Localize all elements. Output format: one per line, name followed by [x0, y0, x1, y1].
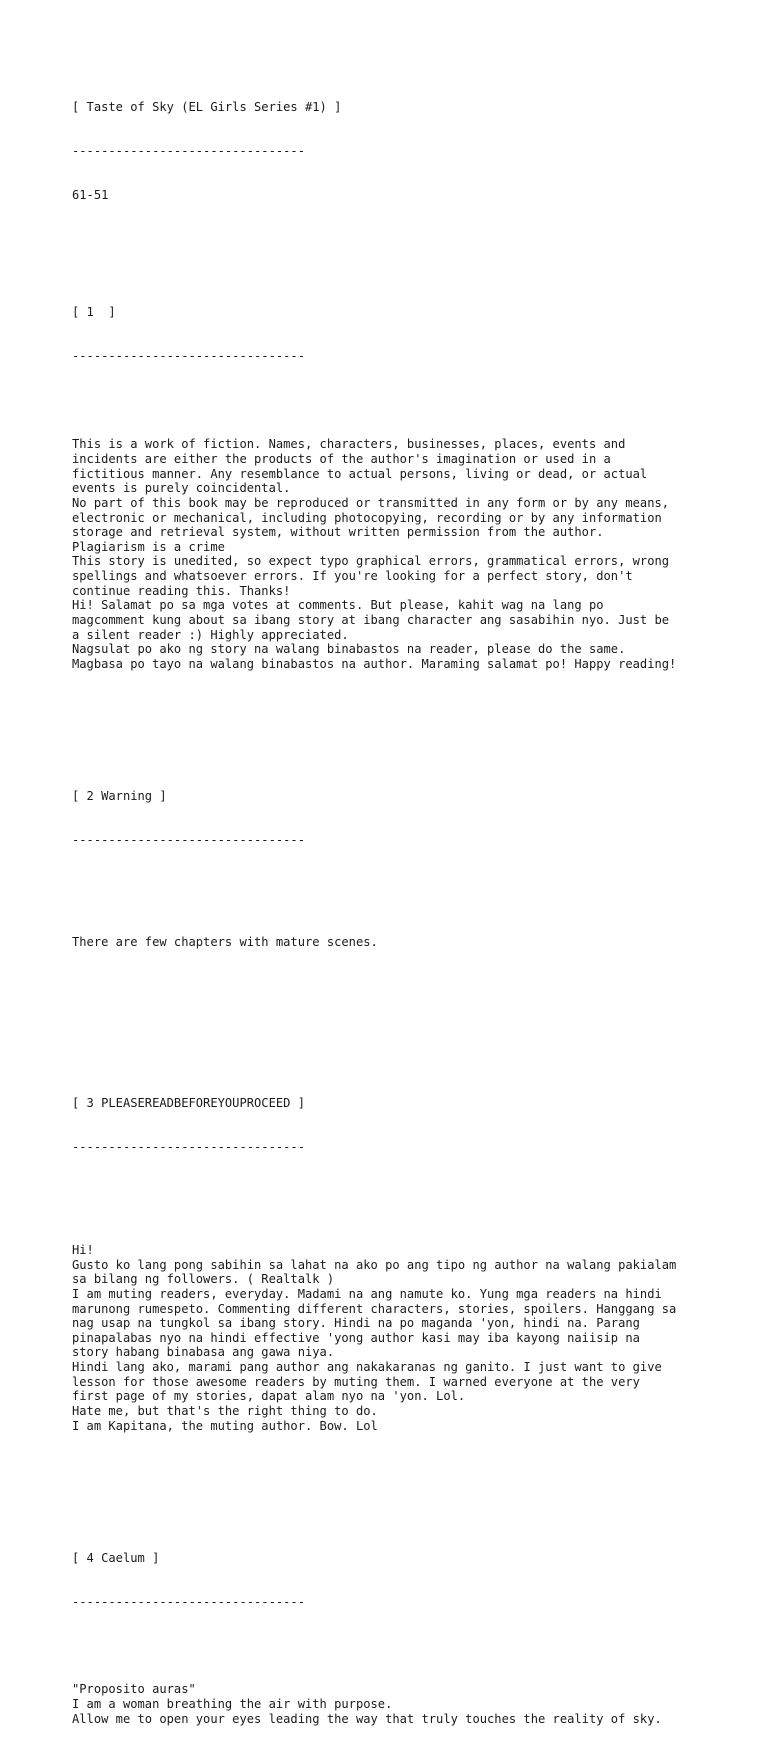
body-line: incidents are either the products of the author's imagination or used in a — [72, 451, 611, 466]
spacer — [72, 877, 712, 906]
spacer — [72, 1463, 712, 1492]
body-line: I am Kapitana, the muting author. Bow. Lol — [72, 1418, 378, 1433]
document-title: [ Taste of Sky (EL Girls Series #1) ] — [72, 100, 342, 115]
spacer — [72, 393, 712, 408]
body-line: Gusto ko lang pong sabihin sa lahat na ako po ang tipo ng author na walang pakialam — [72, 1257, 677, 1272]
body-line: Hindi lang ako, marami pang author ang nakakaranas ng ganito. I just want to give — [72, 1360, 662, 1375]
section-heading: [ 4 Caelum ] — [72, 1550, 160, 1565]
section-heading: [ 1 ] — [72, 305, 116, 320]
body-line: No part of this book may be reproduced or transmitted in any form or by any means, — [72, 495, 670, 510]
section-body — [72, 437, 712, 671]
body-line: story habang binabasa ang gawa niya. — [72, 1345, 335, 1360]
section-rule: -------------------------------- — [72, 1594, 305, 1609]
section-heading: [ 3 PLEASEREADBEFOREYOUPROCEED ] — [72, 1096, 305, 1111]
document-page — [72, 71, 712, 1741]
section-rule: -------------------------------- — [72, 832, 305, 847]
body-line: Hate me, but that's the right thing to do. — [72, 1404, 378, 1419]
body-line: lesson for those awesome readers by muting them. I warned everyone at the very — [72, 1374, 640, 1389]
body-line: nag usap na tungkol sa ibang story. Hindi na po maganda 'yon, hindi na. Parang — [72, 1316, 640, 1331]
title-rule: -------------------------------- — [72, 144, 305, 159]
body-line: spellings and whatsoever errors. If you're looking for a perfect story, don't — [72, 569, 633, 584]
body-line: pinapalabas nyo na hindi effective 'yong author kasi may iba kayong naiisip na — [72, 1330, 640, 1345]
body-line: events is purely coincidental. — [72, 481, 291, 496]
body-line: I am a woman breathing the air with purpose. — [72, 1697, 393, 1712]
section-body — [72, 935, 712, 950]
body-line: sa bilang ng followers. ( Realtalk ) — [72, 1272, 335, 1287]
body-line: continue reading this. Thanks! — [72, 583, 291, 598]
body-line: storage and retrieval system, without written permission from the author. — [72, 525, 604, 540]
section-body — [72, 1682, 712, 1726]
body-line: "Proposito auras" — [72, 1682, 196, 1697]
body-line: Plagiarism is a crime — [72, 539, 225, 554]
body-line: Hi! Salamat po sa mga votes at comments. But please, kahit wag na lang po — [72, 598, 604, 613]
section-body — [72, 1243, 712, 1433]
body-line: marunong rumespeto. Commenting different characters, stories, spoilers. Hanggang sa — [72, 1301, 677, 1316]
body-line: Hi! — [72, 1242, 94, 1257]
spacer — [72, 1638, 712, 1653]
section-rule: -------------------------------- — [72, 349, 305, 364]
section-rule: -------------------------------- — [72, 1140, 305, 1155]
spacer — [72, 701, 712, 730]
body-line: This story is unedited, so expect typo graphical errors, grammatical errors, wrong — [72, 554, 670, 569]
spacer — [72, 232, 712, 247]
spacer — [72, 979, 712, 1038]
body-line: Nagsulat po ako ng story na walang binabastos na reader, please do the same. — [72, 642, 626, 657]
body-line: Magbasa po tayo na walang binabastos na author. Maraming salamat po! Happy reading! — [72, 656, 677, 671]
body-line: a silent reader :) Highly appreciated. — [72, 627, 349, 642]
body-line: electronic or mechanical, including photocopying, recording or by any information — [72, 510, 662, 525]
body-line: I am muting readers, everyday. Madami na ang namute ko. Yung mga readers na hindi — [72, 1286, 662, 1301]
spacer — [72, 1184, 712, 1213]
body-line: fictitious manner. Any resemblance to actual persons, living or dead, or actual — [72, 466, 648, 481]
body-line: magcomment kung about sa ibang story at ibang character ang sasabihin nyo. Just be — [72, 612, 670, 627]
body-line: This is a work of fiction. Names, characters, businesses, places, events and — [72, 437, 626, 452]
document-code: 61-51 — [72, 188, 109, 203]
body-line: first page of my stories, dapat alam nyo na 'yon. Lol. — [72, 1389, 466, 1404]
section-heading: [ 2 Warning ] — [72, 788, 167, 803]
body-line: There are few chapters with mature scenes. — [72, 935, 378, 950]
body-line: Allow me to open your eyes leading the way that truly touches the reality of sky. — [72, 1711, 662, 1726]
